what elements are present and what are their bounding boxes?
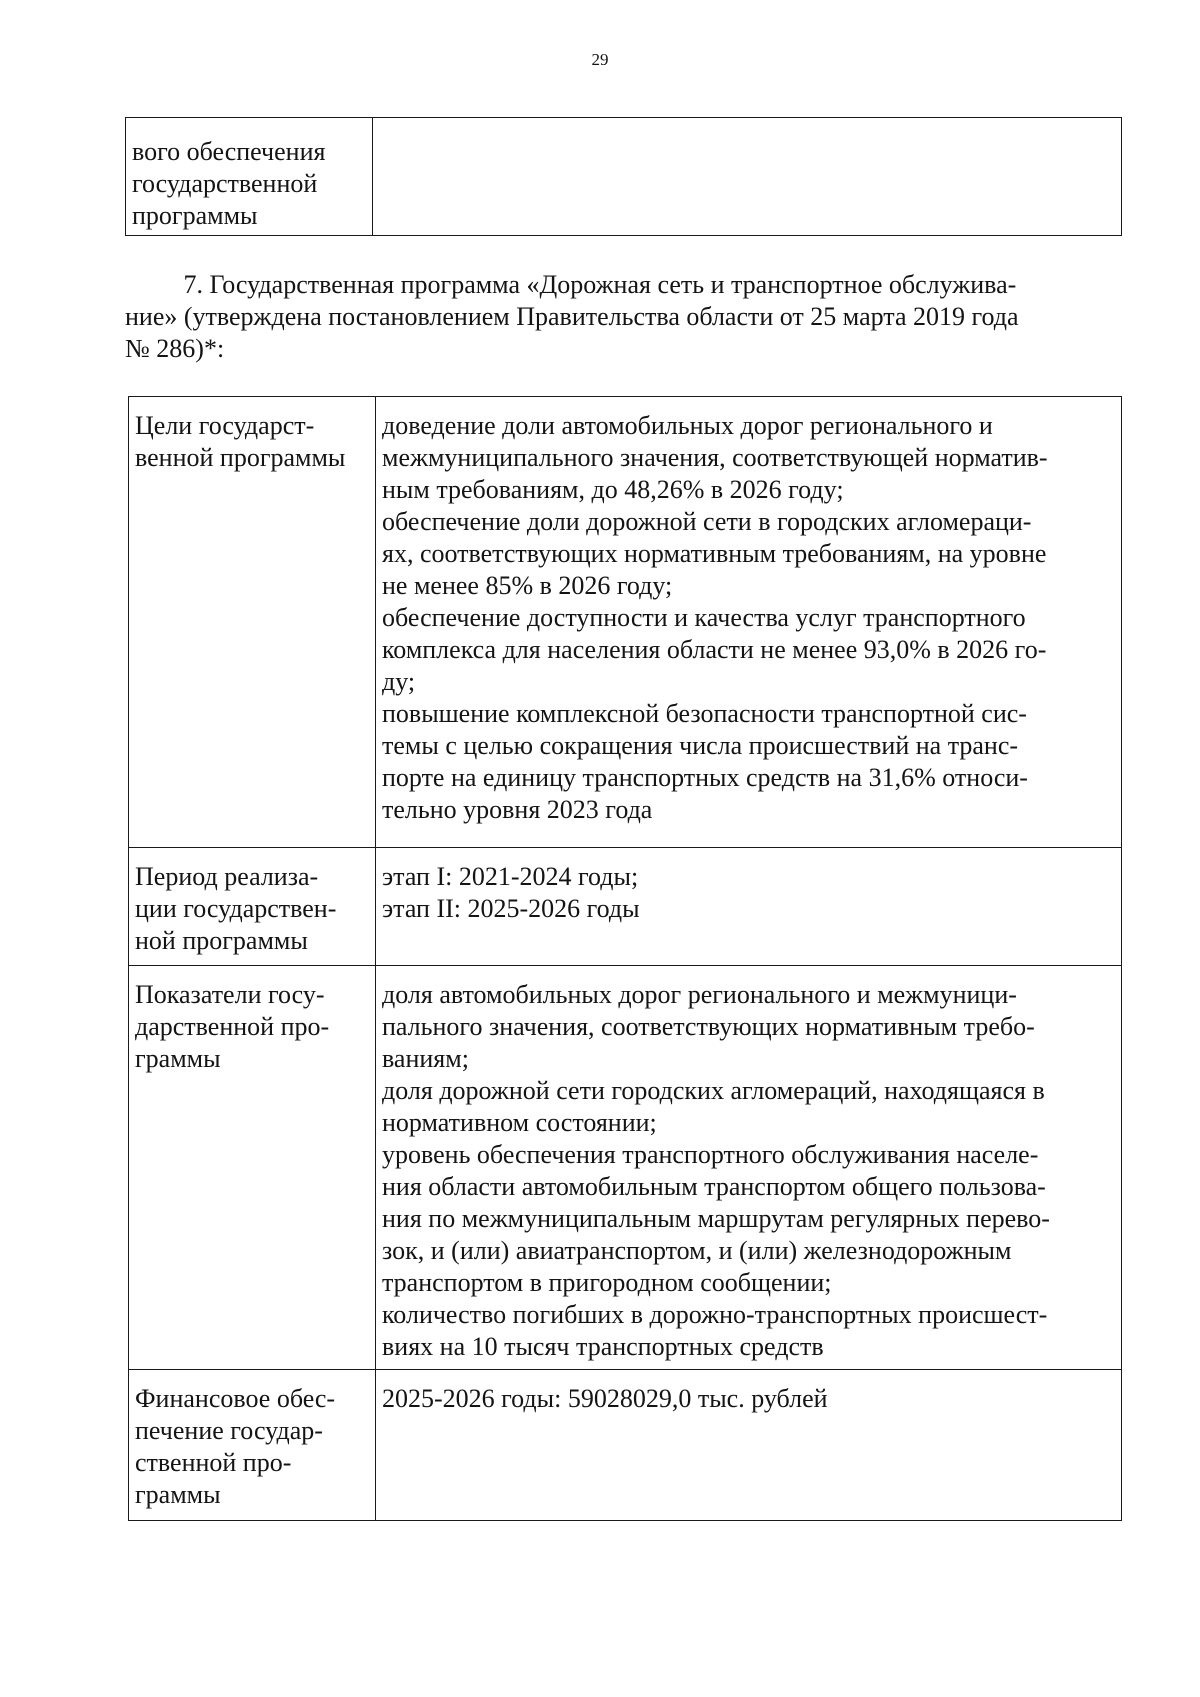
- continued-table: [125, 117, 1122, 236]
- program-passport-table: [128, 396, 1122, 1521]
- table-row: [126, 118, 1122, 236]
- page-number: 29: [591, 50, 609, 69]
- label-cell: Финансовое обес- печение государ- ственной про- граммы: [129, 1370, 376, 1521]
- table-row: [129, 397, 1122, 848]
- label-cell: Показатели госу- дарственной про- граммы: [129, 966, 376, 1370]
- value-cell: 2025-2026 годы: 59028029,0 тыс. рублей: [376, 1370, 1122, 1521]
- table-row: [129, 966, 1122, 1370]
- label-cell: Период реализа- ции государствен- ной программы: [129, 848, 376, 966]
- value-cell: этап I: 2021-2024 годы; этап II: 2025-2026 годы: [376, 848, 1122, 966]
- table-row: [129, 848, 1122, 966]
- value-cell: [373, 118, 1122, 236]
- value-cell: доля автомобильных дорог регионального и межмуници- пального значения, соответствующих нормативным требо- ваниям; доля дорожной сети городских агломераций, находящаяся в нормативном состоянии; уровень обеспечения транспортного обслуживания населе- ния области автомобильным транспортом общего пользова- ния по межмуниципальным маршрутам регулярных перево- зок, и (или) авиатранспортом, и (или) железнодорожным транспортом в пригородном сообщении; количество погибших в дорожно-транспортных происшест- виях на 10 тысяч транспортных средств: [376, 966, 1122, 1370]
- value-cell: доведение доли автомобильных дорог регионального и межмуниципального значения, соответствующей норматив- ным требованиям, до 48,26% в 2026 году; обеспечение доли дорожной сети в городских агломераци- ях, соответствующих нормативным требованиям, на уровне не менее 85% в 2026 году; обеспечение доступности и качества услуг транспортного комплекса для населения области не менее 93,0% в 2026 го- ду; повышение комплексной безопасности транспортной сис- темы с целью сокращения числа происшествий на транс- порте на единицу транспортных средств на 31,6% относи- тельно уровня 2023 года: [376, 397, 1122, 848]
- program-heading: 7. Государственная программа «Дорожная сеть и транспортное обслужива- ние» (утверждена постановлением Правительства области от 25 марта 2019 года № 286)*:: [125, 270, 1019, 363]
- label-cell: Цели государст- венной программы: [129, 397, 376, 848]
- table-row: [129, 1370, 1122, 1521]
- label-cell: вого обеспечения государственной программы: [126, 118, 373, 236]
